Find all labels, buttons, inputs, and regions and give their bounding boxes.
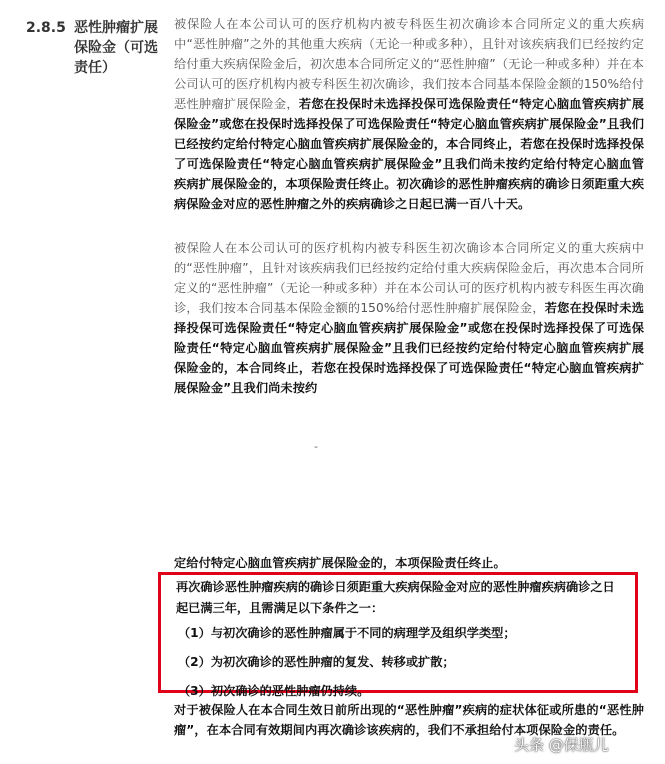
paragraph-bold-text: 若您在投保时未选择投保可选保险责任“特定心脑血管疾病扩展保险金”或您在投保时选择投保了可选保险责任“特定心脑血管疾病扩展保险金”且我们已经按约定给付特定心脑血管疾病扩展保险金的，本合同终止，若您在投保时选择投保了可选保险责任“特定心脑血管疾病扩展保险金”且我们尚未按约	[174, 301, 644, 395]
paragraph-bold-text: 若您在投保时未选择投保可选保险责任“特定心脑血管疾病扩展保险金”或您在投保时选择投保了可选保险责任“特定心脑血管疾病扩展保险金”且我们已经按约定给付特定心脑血管疾病扩展保险金的，本合同终止，若您在投保时选择投保了可选保险责任“特定心脑血管疾病扩展保险金”且我们尚未按约定给付特定心脑血管疾病扩展保险金的，本项保险责任终止。初次确诊的恶性肿瘤疾病的确诊日须距重大疾病保险金对应的恶性肿瘤之外的疾病确诊之日起已满一百八十天。	[174, 97, 645, 211]
paragraph-second-diagnosis	[174, 238, 644, 398]
condition-item-3: （3）初次确诊的恶性肿瘤仍持续。	[178, 684, 370, 698]
paragraph-first-diagnosis	[174, 14, 644, 214]
highlight-intro: 再次确诊恶性肿瘤疾病的确诊日须距重大疾病保险金对应的恶性肿瘤疾病确诊之日起已满三年，且需满足以下条件之一：	[176, 580, 615, 615]
watermark: 头条 @保瓶儿	[514, 736, 609, 754]
section-title: 恶性肿瘤扩展保险金（可选责任）	[74, 20, 158, 76]
paragraph-normal-text: 被保险人在本公司认可的医疗机构内被专科医生初次确诊本合同所定义的重大疾病中的“恶性肿瘤”，且针对该疾病我们已经按约定给付重大疾病保险金后，再次患本合同所定义的“恶性肿瘤”（无论一种或多种）并在本公司认可的医疗机构内被专科医生再次确诊，我们按本合同基本保险金额的150%给付恶性肿瘤扩展保险金，	[174, 241, 644, 315]
paragraph-bold-text: 定给付特定心脑血管疾病扩展保险金的，本项保险责任终止。	[174, 556, 506, 570]
page-number-mark: -	[314, 440, 318, 453]
paragraph-continuation	[174, 553, 644, 573]
paragraph-bold-text: 对于被保险人在本合同生效日前所出现的“恶性肿瘤”疾病的症状体征或所患的“恶性肿瘤”，在本合同有效期间内再次确诊该疾病的，我们不承担给付本项保险金的责任。	[174, 703, 644, 737]
highlight-content	[176, 577, 626, 706]
condition-item-1: （1）与初次确诊的恶性肿瘤属于不同的病理学及组织学类型；	[178, 626, 516, 640]
condition-item-2: （2）为初次确诊的恶性肿瘤的复发、转移或扩散；	[178, 655, 455, 669]
section-number: 2.8.5	[26, 20, 66, 36]
paragraph-normal-text: 被保险人在本公司认可的医疗机构内被专科医生初次确诊本合同所定义的重大疾病中“恶性肿瘤”之外的其他重大疾病（无论一种或多种），且针对该疾病我们已经按约定给付重大疾病保险金后，初次患本合同所定义的“恶性肿瘤”（无论一种或多种）并在本公司认可的医疗机构内被专科医生初次确诊，我们按本合同基本保险金额的150%给付恶性肿瘤扩展保险金，	[174, 17, 644, 111]
